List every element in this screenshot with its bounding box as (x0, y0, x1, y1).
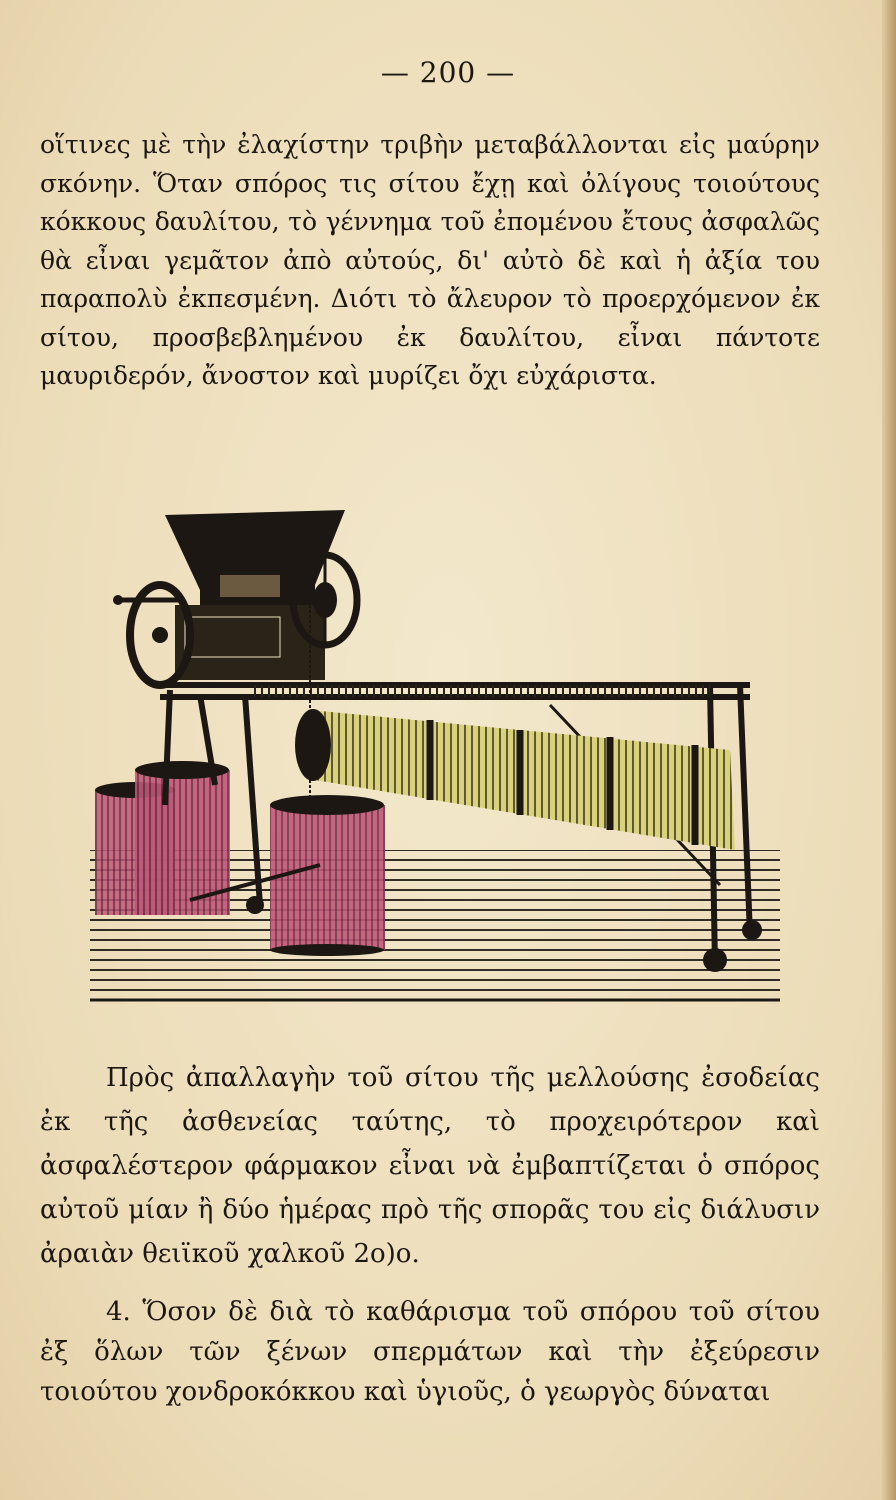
caster-right-back (742, 920, 762, 940)
feed-box (175, 605, 325, 680)
top-rail (250, 685, 710, 697)
paragraph-1: οἵτινες μὲ τὴν ἐλαχίστην τριβὴν μεταβάλλονται εἰς μαύρην σκόνην. Ὅταν σπόρος τις σίτου ἔχῃ καὶ ὀλίγους τοιούτους κόκκους δαυλίτου, τὸ γέννημα τοῦ ἐπομένου ἔτους ἀσφαλῶς θὰ εἶναι γεμᾶτον ἀπὸ αὐτούς, δι' αὐτὸ δὲ καὶ ἡ ἀξία του παραπολὺ ἐκπεσμένη. Διότι τὸ ἄλευρον τὸ προερχόμενον ἐκ σίτου, προσβεβλημένου ἐκ δαυλίτου, εἶναι πάντοτε μαυριδερόν, ἄνοστον καὶ μυρίζει ὄχι εὐχάριστα. (40, 130, 820, 390)
page-number: — 200 — (380, 56, 516, 89)
caster-left (246, 896, 264, 914)
grain-cleaner-illustration (70, 505, 790, 1015)
paragraph-2: Πρὸς ἀπαλλαγὴν τοῦ σίτου τῆς μελλούσης ἐσοδείας ἐκ τῆς ἀσθενείας ταύτης, τὸ προχειρότερον καὶ ἀσφαλέστερον φάρμακον εἶναι νὰ ἐμβαπτίζεται ὁ σπόρος αὐτοῦ μίαν ἢ δύο ἡμέρας πρὸ τῆς σπορᾶς του εἰς διάλυσιν ἀραιὰν θειϊκοῦ χαλκοῦ 2ο)ο. (40, 1063, 820, 1269)
page-edge (882, 0, 896, 1500)
paragraph-3: 4. Ὅσον δὲ διὰ τὸ καθάρισμα τοῦ σπόρου τοῦ σίτου ἐξ ὅλων τῶν ξένων σπερμάτων καὶ τὴν ἐξεύρεσιν τοιούτου χονδροκόκκου καὶ ὑγιοῦς, ὁ γεωργὸς δύναται (40, 1297, 820, 1407)
grain-cleaning-machine-icon (70, 505, 790, 1015)
caster-right-front (703, 948, 727, 972)
